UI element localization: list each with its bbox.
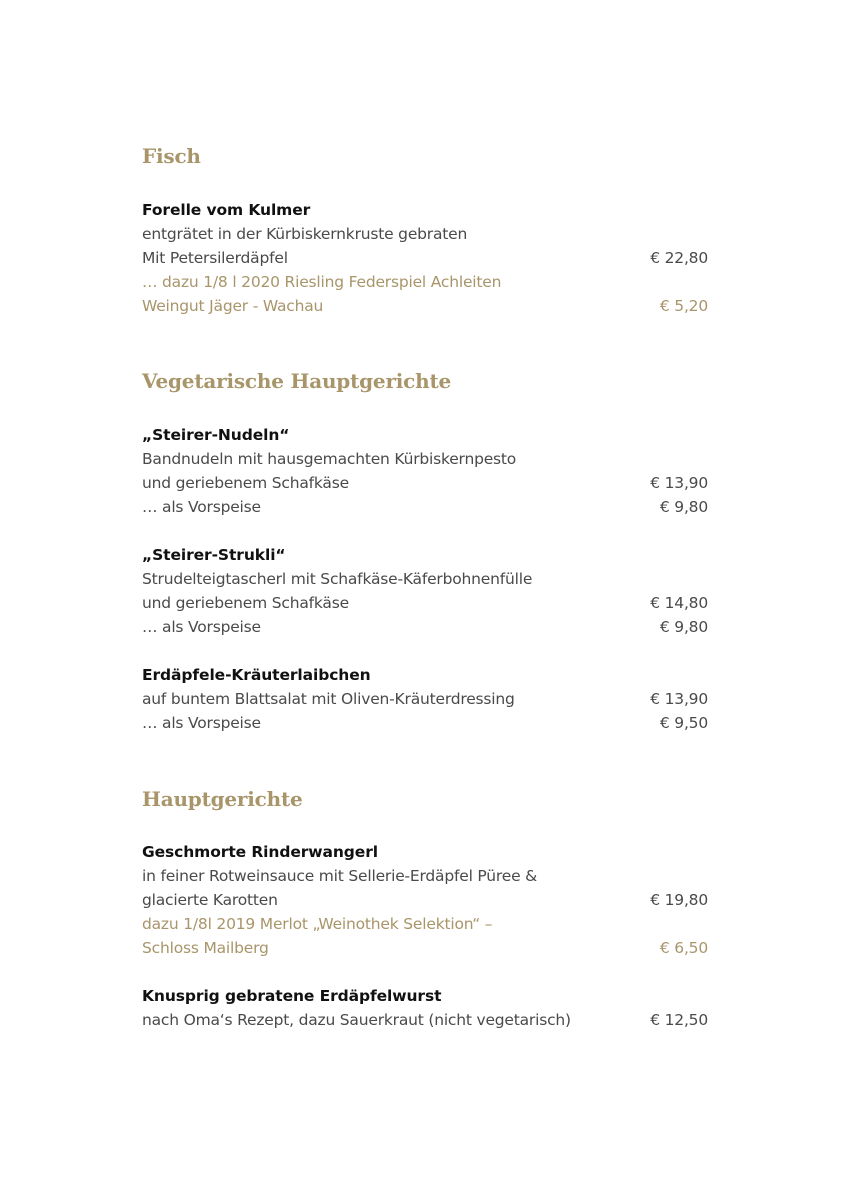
line-price: € 5,20 — [659, 297, 708, 315]
dish-line — [142, 864, 708, 888]
section-title: Hauptgerichte — [142, 787, 303, 811]
dish-line — [142, 615, 708, 639]
dish-line — [142, 495, 708, 519]
line-price: € 9,80 — [659, 498, 708, 516]
line-price: € 19,80 — [650, 891, 708, 909]
line-text: dazu 1/8l 2019 Merlot „Weinothek Selektion“ – — [142, 915, 493, 933]
line-text: Mit Petersilerdäpfel — [142, 249, 288, 267]
line-text: Schloss Mailberg — [142, 939, 269, 957]
line-text: in feiner Rotweinsauce mit Sellerie-Erdäpfel Püree & — [142, 867, 538, 885]
line-text: auf buntem Blattsalat mit Oliven-Kräuterdressing — [142, 690, 515, 708]
line-text: glacierte Karotten — [142, 891, 278, 909]
dish-line — [142, 567, 708, 591]
line-text: … als Vorspeise — [142, 714, 261, 732]
section-title: Fisch — [142, 144, 201, 168]
dish-name: Erdäpfele-Kräuterlaibchen — [142, 666, 371, 684]
dish-name: Geschmorte Rinderwangerl — [142, 843, 378, 861]
dish-line — [142, 888, 708, 912]
dish-line — [142, 222, 708, 246]
dish-name: „Steirer-Nudeln“ — [142, 426, 290, 444]
section-fisch — [142, 142, 708, 315]
wine-pairing-line — [142, 936, 708, 960]
dish-knusprig-gebratene-erdaepfelwurst — [142, 984, 708, 1032]
line-price: € 13,90 — [650, 474, 708, 492]
dish-geschmorte-rinderwangerl — [142, 840, 708, 960]
line-text: Weingut Jäger - Wachau — [142, 297, 324, 315]
line-price: € 22,80 — [650, 249, 708, 267]
line-text: nach Oma‘s Rezept, dazu Sauerkraut (nicht vegetarisch) — [142, 1011, 571, 1029]
wine-pairing-line — [142, 912, 708, 936]
dish-line — [142, 591, 708, 615]
dish-name: Forelle vom Kulmer — [142, 201, 311, 219]
wine-pairing-line — [142, 294, 708, 318]
line-text: … dazu 1/8 l 2020 Riesling Federspiel Achleiten — [142, 273, 502, 291]
line-price: € 14,80 — [650, 594, 708, 612]
dish-erdaepfele-kraeuterlaibchen — [142, 663, 708, 735]
line-text: … als Vorspeise — [142, 618, 261, 636]
line-text: entgrätet in der Kürbiskernkruste gebraten — [142, 225, 468, 243]
line-price: € 6,50 — [659, 939, 708, 957]
line-text: Bandnudeln mit hausgemachten Kürbiskernpesto — [142, 450, 517, 468]
dish-line — [142, 471, 708, 495]
line-price: € 13,90 — [650, 690, 708, 708]
dish-line — [142, 687, 708, 711]
dish-name: „Steirer-Strukli“ — [142, 546, 286, 564]
section-hauptgerichte — [142, 785, 708, 1029]
section-vegetarische-hauptgerichte — [142, 367, 708, 732]
section-title: Vegetarische Hauptgerichte — [142, 369, 452, 393]
dish-line — [142, 1008, 708, 1032]
dish-name: Knusprig gebratene Erdäpfelwurst — [142, 987, 442, 1005]
line-text: Strudelteigtascherl mit Schafkäse-Käferbohnenfülle — [142, 570, 533, 588]
dish-steirer-strukli — [142, 543, 708, 639]
line-text: … als Vorspeise — [142, 498, 261, 516]
line-price: € 12,50 — [650, 1011, 708, 1029]
wine-pairing-line — [142, 270, 708, 294]
dish-line — [142, 711, 708, 735]
line-text: und geriebenem Schafkäse — [142, 594, 349, 612]
line-price: € 9,80 — [659, 618, 708, 636]
line-text: und geriebenem Schafkäse — [142, 474, 349, 492]
dish-steirer-nudeln — [142, 423, 708, 519]
dish-line — [142, 246, 708, 270]
line-price: € 9,50 — [659, 714, 708, 732]
dish-forelle — [142, 198, 708, 318]
dish-line — [142, 447, 708, 471]
